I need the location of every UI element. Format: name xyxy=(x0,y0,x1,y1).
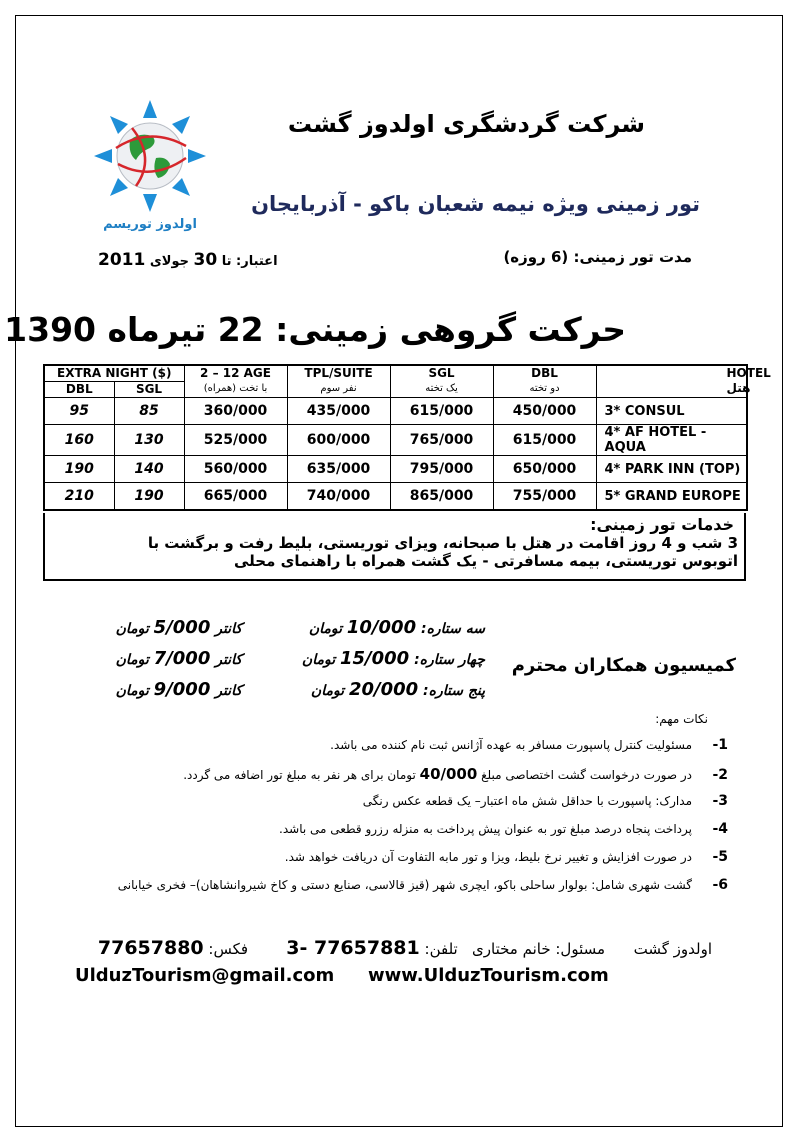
note-item: 6-گشت شهری شامل: بولوار ساحلی باکو، ایچری شهر (قیز قالاسی، صنایع دستی و کاخ شیروانشاهان)– فخری خیابانی xyxy=(117,877,728,893)
hotel-cell: 3* CONSUL xyxy=(596,398,747,425)
note-item: 1-مسئولیت کنترل پاسپورت مسافر به عهده آژانس ثبت نام کننده می باشد. xyxy=(330,737,728,753)
counter-commission: کانتر 9/000 تومان xyxy=(115,679,242,700)
price-table xyxy=(43,364,771,511)
extra-dbl-cell: 95 xyxy=(44,398,114,425)
dbl-cell: 450/000 xyxy=(493,398,596,425)
extra-dbl-cell: 210 xyxy=(44,483,114,511)
hotel-cell: 4* PARK INN (TOP) xyxy=(596,456,747,483)
extra-dbl-header: DBL xyxy=(44,382,114,398)
tour-subtitle: تور زمینی ویژه نیمه شعبان باکو - آذربایجان xyxy=(251,192,700,216)
website-link[interactable]: www.UlduzTourism.com xyxy=(368,965,609,986)
age-cell: 665/000 xyxy=(184,483,287,511)
validity-label: اعتبار: تا xyxy=(221,254,278,269)
age-cell: 560/000 xyxy=(184,456,287,483)
validity xyxy=(98,250,278,270)
hotel-cell: 5* GRAND EUROPE xyxy=(596,483,747,511)
dbl-header: DBL دو تخته xyxy=(493,365,596,398)
notes-title: نکات مهم: xyxy=(655,712,708,726)
table-row xyxy=(44,398,747,425)
tour-services xyxy=(43,513,746,581)
age-cell: 360/000 xyxy=(184,398,287,425)
extra-sgl-cell: 130 xyxy=(114,425,184,456)
table-row xyxy=(44,456,747,483)
note-item: 4-پرداخت پنجاه درصد مبلغ تور به عنوان پیش پرداخت به منزله رزرو قطعی می باشد. xyxy=(279,821,728,837)
validity-day: 30 xyxy=(193,250,218,270)
tpl-cell: 600/000 xyxy=(287,425,390,456)
fax-number: 77657880 xyxy=(97,937,204,959)
fax-label: فکس: xyxy=(208,940,249,958)
tpl-cell: 435/000 xyxy=(287,398,390,425)
sgl-cell: 795/000 xyxy=(390,456,493,483)
tpl-cell: 740/000 xyxy=(287,483,390,511)
responsible-person: مسئول: خانم مختاری xyxy=(472,940,606,958)
age-cell: 525/000 xyxy=(184,425,287,456)
tpl-header: TPL/SUITE نفر سوم xyxy=(287,365,390,398)
extra-dbl-cell: 160 xyxy=(44,425,114,456)
services-line-2: اتوبوس توریستی، بیمه مسافرتی - یک گشت همراه با راهنمای محلی xyxy=(233,552,738,570)
table-row xyxy=(44,425,747,456)
dbl-cell: 755/000 xyxy=(493,483,596,511)
company-name: شرکت گردشگری اولدوز گشت xyxy=(287,110,645,138)
age-header: 2 – 12 AGE با تخت (همراه) xyxy=(184,365,287,398)
extra-night-header: EXTRA NIGHT ($) xyxy=(44,365,184,382)
commission-row: چهار ستاره: 15/000 تومان xyxy=(301,648,485,669)
email-link[interactable]: UlduzTourism@gmail.com xyxy=(75,965,335,986)
services-line-1: 3 شب و 4 روز اقامت در هتل با صبحانه، ویزای توریستی، بلیط رفت و برگشت با xyxy=(147,534,738,552)
sgl-cell: 765/000 xyxy=(390,425,493,456)
duration-value: (6 روزه) xyxy=(503,248,569,266)
sgl-cell: 865/000 xyxy=(390,483,493,511)
sun-globe-icon xyxy=(80,100,220,235)
sgl-header: SGL یک تخته xyxy=(390,365,493,398)
dbl-cell: 615/000 xyxy=(493,425,596,456)
extra-sgl-cell: 190 xyxy=(114,483,184,511)
note-item: 3-مدارک: پاسپورت با حداقل شش ماه اعتبار– یک قطعه عکس رنگی xyxy=(362,793,728,809)
phone-label: تلفن: xyxy=(424,940,458,958)
note-item: 2-در صورت درخواست گشت اختصاصی مبلغ 40/000 تومان برای هر نفر به مبلغ تور اضافه می گردد. xyxy=(183,765,728,783)
table-row xyxy=(44,483,747,511)
duration-label: مدت تور زمینی: xyxy=(573,248,692,266)
hotel-header: HOTEL هتل xyxy=(596,365,747,398)
tpl-cell: 635/000 xyxy=(287,456,390,483)
table-header-row xyxy=(44,365,747,382)
logo-caption: اولدوز توریسم xyxy=(103,217,197,232)
phone-number: 77657881 -3 xyxy=(286,937,420,959)
commission-title: کمیسیون همکاران محترم xyxy=(511,655,736,676)
commission-row: پنج ستاره: 20/000 تومان xyxy=(310,679,485,700)
note-item: 5-در صورت افزایش و تغییر نرخ بلیط، ویزا و تور مابه التفاوت آن دریافت خواهد شد. xyxy=(284,849,728,865)
services-title: خدمات تور زمینی: xyxy=(590,515,734,534)
commission-row: سه ستاره: 10/000 تومان xyxy=(308,617,485,638)
company-logo xyxy=(80,100,220,235)
dbl-cell: 650/000 xyxy=(493,456,596,483)
extra-sgl-cell: 85 xyxy=(114,398,184,425)
counter-commission: کانتر 7/000 تومان xyxy=(115,648,242,669)
counter-commission: کانتر 5/000 تومان xyxy=(115,617,242,638)
extra-dbl-cell: 190 xyxy=(44,456,114,483)
contact-line xyxy=(98,937,712,959)
validity-year: 2011 xyxy=(98,250,146,270)
departure-date: حرکت گروهی زمینی: 22 تیرماه 1390 xyxy=(4,310,626,349)
extra-sgl-header: SGL xyxy=(114,382,184,398)
tour-duration xyxy=(503,248,692,266)
hotel-cell: 4* AF HOTEL - AQUA xyxy=(596,425,747,456)
validity-month: جولای xyxy=(149,254,189,269)
sgl-cell: 615/000 xyxy=(390,398,493,425)
extra-sgl-cell: 140 xyxy=(114,456,184,483)
company-short-name: اولدوز گشت xyxy=(633,940,712,958)
